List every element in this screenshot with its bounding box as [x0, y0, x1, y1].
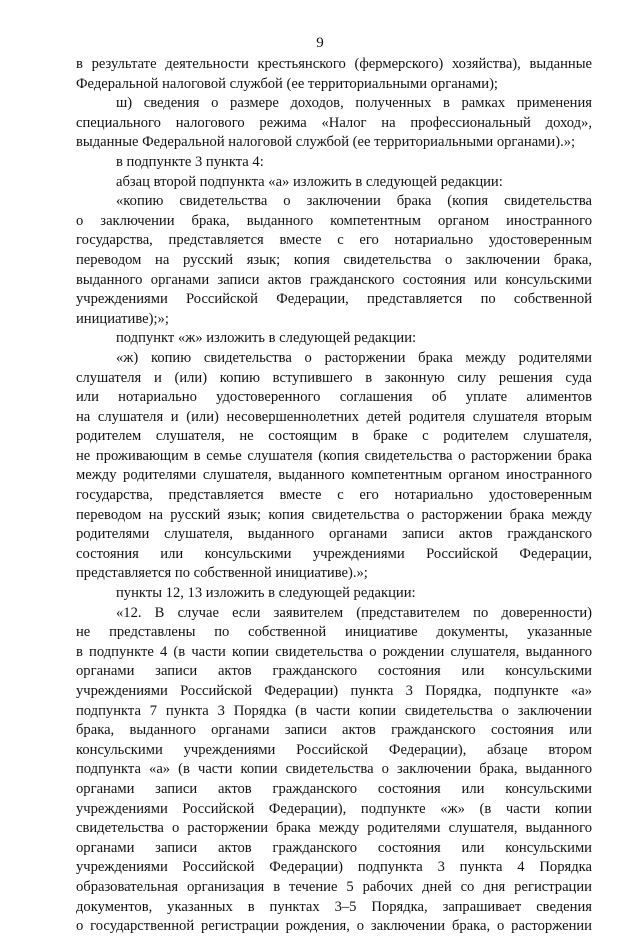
- text-line: государства, представляется вместе с его нотариально удостоверенным: [76, 487, 592, 504]
- text-line: учреждениями Российской Федерации, представляется по собственной: [76, 291, 592, 308]
- text-line: органами записи актов гражданского состояния или консульскими: [76, 780, 592, 797]
- text-line: учреждениями Российской Федерации), подпункте «ж» (в части копии: [76, 800, 592, 817]
- text-line: свидетельства о расторжении брака между родителями слушателя, выданного: [76, 820, 592, 837]
- text-line: ш) сведения о размере доходов, полученных в рамках применения: [116, 95, 592, 112]
- text-line: пункты 12, 13 изложить в следующей редакции:: [116, 585, 416, 602]
- text-line: документов, указанных в пунктах 3–5 Порядка, запрашивает сведения: [76, 898, 592, 915]
- text-line: подпункт «ж» изложить в следующей редакции:: [116, 330, 417, 347]
- page-number: 9: [316, 35, 324, 51]
- text-line: образовательная организация в течение 5 рабочих дней со дня регистрации: [76, 878, 592, 895]
- text-line: брака, выданного органами записи актов гражданского состояния или: [76, 722, 592, 739]
- text-line: абзац второй подпункта «а» изложить в следующей редакции:: [116, 173, 503, 190]
- text-line: представляется по собственной инициативе).»;: [76, 565, 368, 582]
- text-line: учреждениями Российской Федерации) подпункта 3 пункта 4 Порядка: [76, 859, 592, 876]
- text-line: органами записи актов гражданского состояния или консульскими: [76, 839, 592, 856]
- text-line: «копию свидетельства о заключении брака (копия свидетельства: [116, 193, 592, 210]
- text-line: или нотариально удостоверенного соглашения об уплате алиментов: [76, 389, 592, 406]
- text-line: родителем слушателя, не состоящим в браке с родителем слушателя,: [76, 428, 592, 445]
- text-line: Федеральной налоговой службой (ее территориальными органами);: [76, 75, 498, 92]
- text-line: «ж) копию свидетельства о расторжении брака между родителями: [116, 349, 592, 366]
- text-line: родителями слушателя, выданного органами записи актов гражданского: [76, 526, 592, 543]
- text-line: в подпункте 4 (в части копии свидетельства о рождении слушателя, выданного: [76, 643, 592, 660]
- document-body: [76, 55, 592, 937]
- text-line: в подпункте 3 пункта 4:: [116, 153, 264, 170]
- text-line: состояния или консульскими учреждениями Российской Федерации,: [76, 545, 592, 562]
- text-line: переводом на русский язык; копия свидетельства о заключении брака,: [76, 251, 592, 268]
- text-line: выданного органами записи актов гражданского состояния или консульскими: [76, 271, 592, 288]
- text-line: переводом на русский язык; копия свидетельства о расторжении брака между: [76, 506, 592, 523]
- text-line: между родителями слушателя, выданного компетентным органом иностранного: [76, 467, 592, 484]
- text-line: о государственной регистрации рождения, о заключении брака, о расторжении: [76, 918, 592, 935]
- text-line: «12. В случае если заявителем (представителем по доверенности): [116, 604, 592, 621]
- text-line: на слушателя и (или) несовершеннолетних детей родителя слушателя вторым: [76, 408, 592, 425]
- text-line: не проживающим в семье слушателя (копия свидетельства о расторжении брака: [76, 447, 592, 464]
- text-line: инициативе);»;: [76, 310, 169, 327]
- text-line: в результате деятельности крестьянского (фермерского) хозяйства), выданные: [76, 56, 592, 72]
- text-line: учреждениями Российской Федерации) пункта 3 Порядка, подпункте «а»: [76, 683, 592, 699]
- text-line: слушателя и (или) копию вступившего в законную силу решения суда: [76, 369, 592, 386]
- text-line: органами записи актов гражданского состояния или консульскими: [76, 663, 592, 680]
- text-line: выданные Федеральной налоговой службой (ее территориальными органами).»;: [76, 134, 576, 151]
- text-line: консульскими учреждениями Российской Федерации), абзаце втором: [76, 741, 592, 758]
- text-line: специального налогового режима «Налог на профессиональный доход»,: [76, 114, 592, 131]
- text-line: государства, представляется вместе с его нотариально удостоверенным: [76, 232, 592, 249]
- text-line: подпункта «а» (в части копии свидетельства о заключении брака, выданного: [76, 761, 592, 778]
- text-line: не представлены по собственной инициативе документы, указанные: [76, 624, 592, 641]
- text-line: о заключении брака, выданного компетентным органом иностранного: [76, 212, 592, 229]
- text-line: подпункта 7 пункта 3 Порядка (в части копии свидетельства о заключении: [76, 702, 592, 719]
